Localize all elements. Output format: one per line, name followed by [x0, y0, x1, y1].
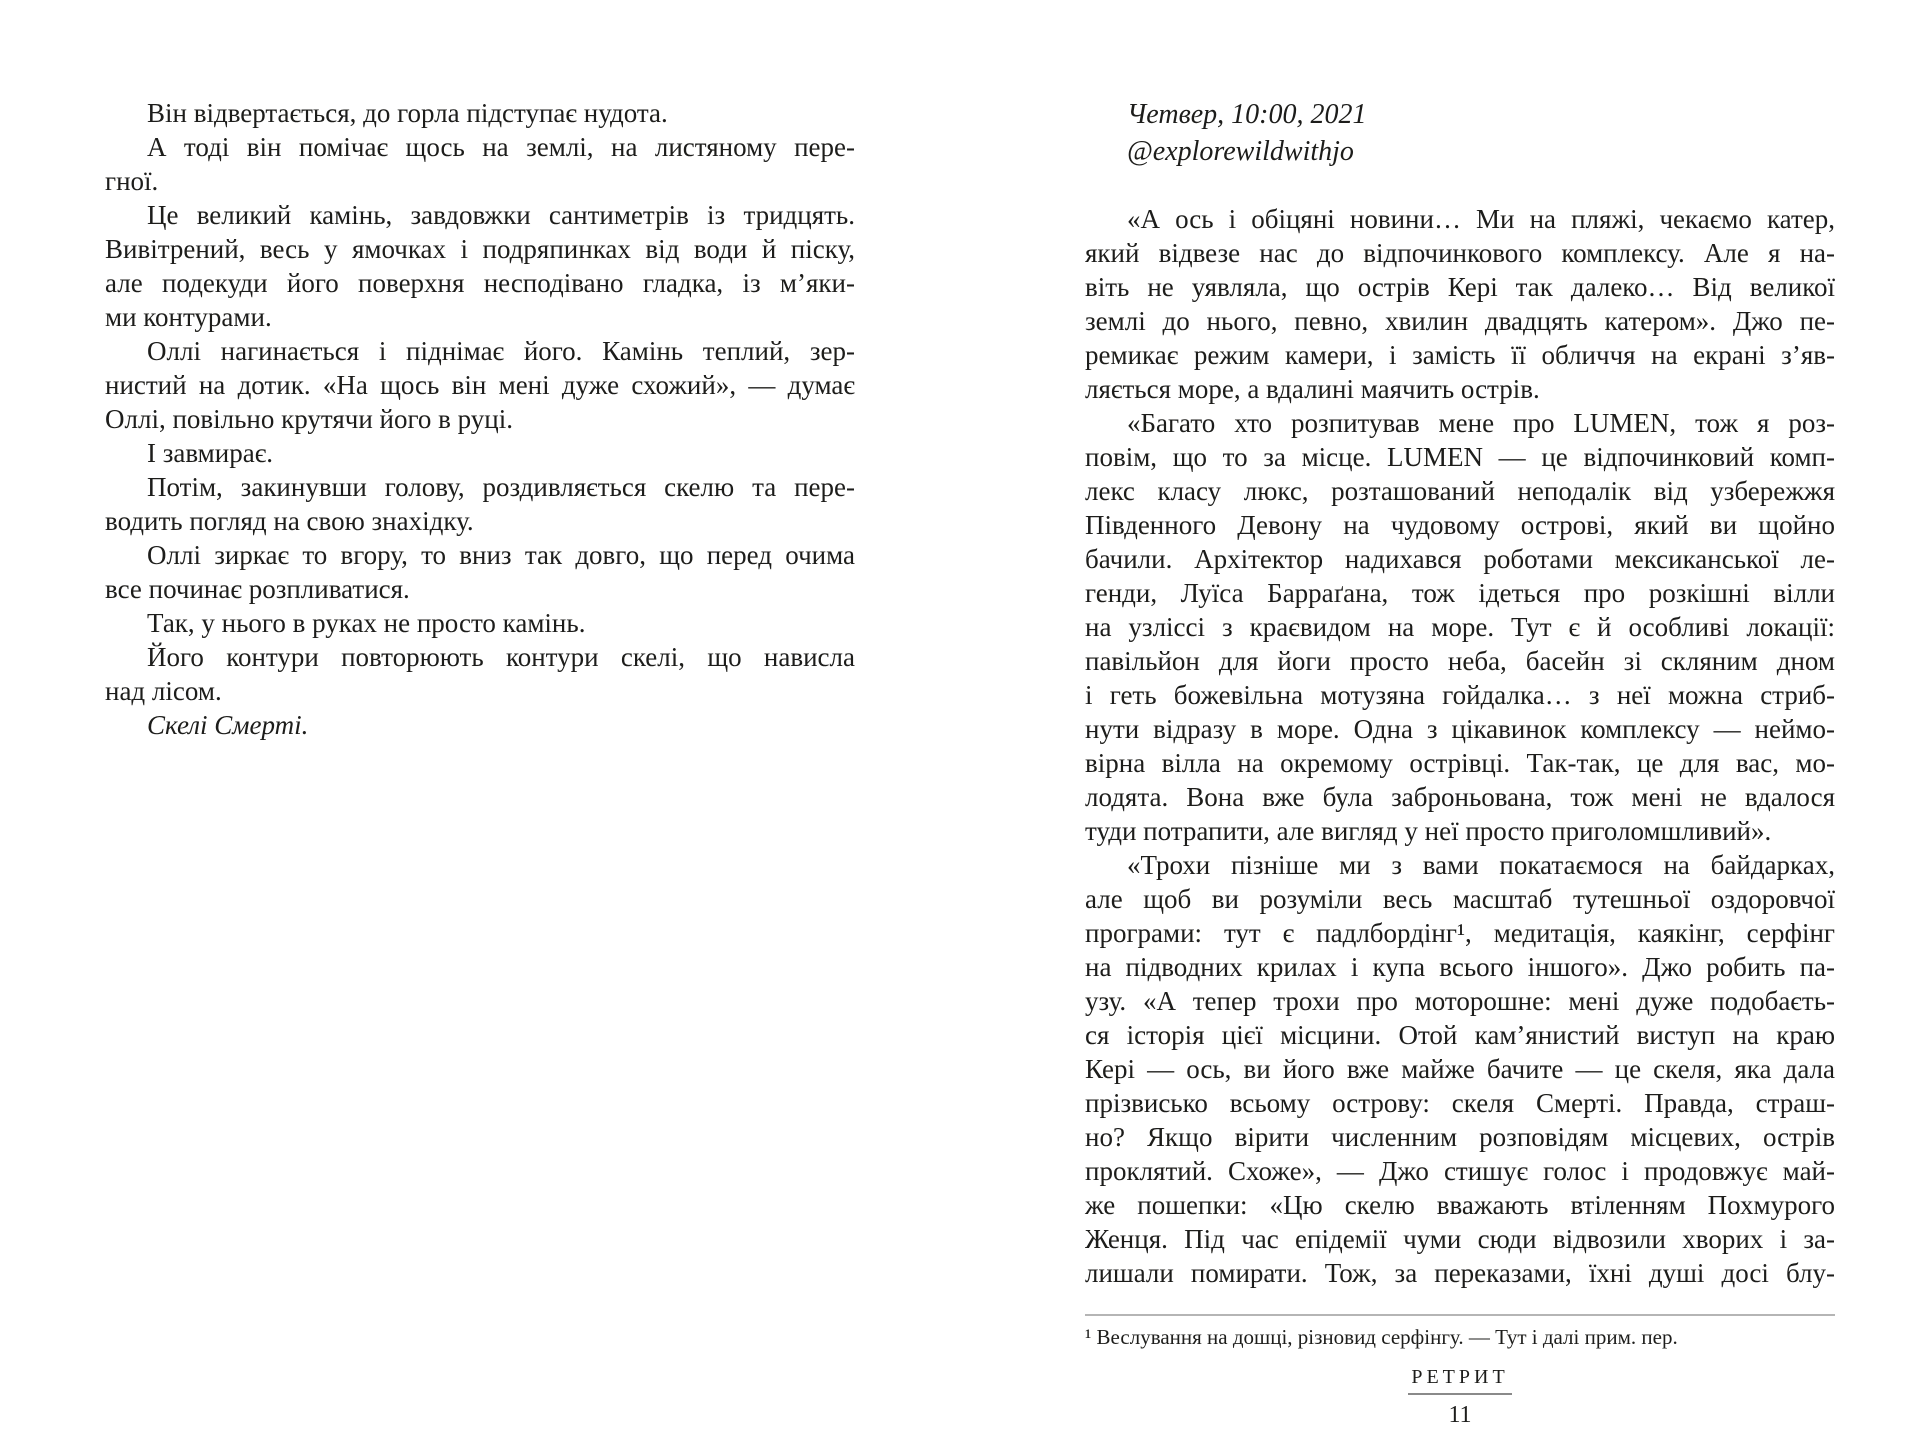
- text-line: проклятий. Схоже», — Джо стишує голос і продовжує май-: [1085, 1156, 1835, 1186]
- text-line: Потім, закинувши голову, роздивляється скелю та пере-: [147, 472, 855, 502]
- text-line: землі до нього, певно, хвилин двадцять катером». Джо пе-: [1085, 306, 1835, 336]
- text-line: «А ось і обіцяні новини… Ми на пляжі, чекаємо катер,: [1127, 204, 1835, 234]
- text-line: лодята. Вона вже була заброньована, тож мені не вдалося: [1085, 782, 1835, 812]
- text-line: І завмирає.: [147, 438, 274, 468]
- text-line: але щоб ви розуміли весь масштаб тутешньої оздоровчої: [1085, 884, 1835, 914]
- text-line: Це великий камінь, завдовжки сантиметрів із тридцять.: [147, 200, 855, 230]
- vlog-date: Четвер, 10:00, 2021: [1127, 99, 1367, 130]
- text-line: програми: тут є падлбордінг¹, медитація, каякінг, серфінг: [1085, 918, 1835, 948]
- paragraph: [1085, 406, 1835, 848]
- text-line: же пошепки: «Цю скелю вважають втіленням Похмурого: [1085, 1190, 1835, 1220]
- paragraph: [105, 436, 855, 470]
- text-line: повім, що то за місце. LUMEN — це відпочинковий комп-: [1085, 442, 1835, 472]
- text-line: на підводних крилах і купа всього іншого». Джо робить па-: [1085, 952, 1835, 982]
- text-line: лекс класу люкс, розташований неподалік від узбережжя: [1085, 476, 1835, 506]
- text-line: Скелі Смерті.: [147, 710, 309, 740]
- text-line: на узліссі з краєвидом на море. Тут є й особливі локації:: [1085, 612, 1835, 642]
- text-line: Вивітрений, весь у ямочках і подряпинках від води й піску,: [105, 234, 855, 264]
- paragraph: [105, 96, 855, 130]
- text-line: но? Якщо вірити численним розповідям місцевих, острів: [1085, 1122, 1835, 1152]
- paragraph: [105, 334, 855, 436]
- text-line: ся історія цієї місцини. Отой кам’янистий виступ на краю: [1085, 1020, 1835, 1050]
- text-line: А тоді він помічає щось на землі, на листяному пере-: [147, 132, 855, 162]
- text-line: ремикає режим камери, і замість її обличчя на екрані з’яв-: [1085, 340, 1835, 370]
- vlog-handle: @explorewildwithjo: [1127, 136, 1354, 167]
- text-line: Оллі зиркає то вгору, то вниз так довго, що перед очима: [147, 540, 855, 570]
- text-line: Оллі нагинається і піднімає його. Камінь теплий, зер-: [147, 336, 855, 366]
- page-footer: [1085, 1366, 1835, 1429]
- text-line: нути відразу в море. Одна з цікавинок комплексу — неймо-: [1085, 714, 1835, 744]
- text-line: бачили. Архітектор надихався роботами мексиканської ле-: [1085, 544, 1835, 574]
- text-line: Він відвертається, до горла підступає нудота.: [147, 98, 668, 128]
- text-line: який відвезе нас до відпочинкового комплексу. Але я на-: [1085, 238, 1835, 268]
- text-line: все починає розпливатися.: [105, 574, 410, 604]
- paragraph: [105, 640, 855, 708]
- text-line: узу. «А тепер трохи про моторошне: мені дуже подобаєть-: [1085, 986, 1835, 1016]
- text-line: павільйон для йоги просто неба, басейн зі скляним дном: [1085, 646, 1835, 676]
- left-page-text: [105, 96, 855, 742]
- text-line: і геть божевільна мотузяна гойдалка… з неї можна стриб-: [1085, 680, 1835, 710]
- text-line: «Трохи пізніше ми з вами покатаємося на байдарках,: [1127, 850, 1835, 880]
- text-line: водить погляд на свою знахідку.: [105, 506, 474, 536]
- text-line: Так, у нього в руках не просто камінь.: [147, 608, 586, 638]
- text-line: гної.: [105, 166, 159, 196]
- text-line: віть не уявляла, що острів Кері так далеко… Від великої: [1085, 272, 1835, 302]
- paragraph: [105, 470, 855, 538]
- paragraph: [1085, 848, 1835, 1290]
- text-line: «Багато хто розпитував мене про LUMEN, тож я роз-: [1127, 408, 1835, 438]
- footnote-block: [1085, 1314, 1835, 1350]
- paragraph: [105, 130, 855, 198]
- right-page: [1085, 96, 1835, 1290]
- paragraph: [1085, 202, 1835, 406]
- footnote-text: ¹ Веслування на дошці, різновид серфінгу. — Тут і далі прим. пер.: [1085, 1325, 1678, 1349]
- text-line: вірна вілла на окремому острівці. Так-так, це для вас, мо-: [1085, 748, 1835, 778]
- footnote-rule: [1085, 1314, 1835, 1316]
- text-line: генди, Луїса Барраґана, тож ідеться про розкішні вілли: [1085, 578, 1835, 608]
- text-line: але подекуди його поверхня несподівано гладка, із м’яки-: [105, 268, 855, 298]
- text-line: Його контури повторюють контури скелі, що нависла: [147, 642, 855, 672]
- page-number: 11: [1448, 1402, 1472, 1428]
- right-page-text: [1085, 202, 1835, 1290]
- text-line: ляється море, а вдалині маячить острів.: [1085, 374, 1540, 404]
- paragraph: [105, 606, 855, 640]
- paragraph: [105, 198, 855, 334]
- text-line: над лісом.: [105, 676, 222, 706]
- paragraph: [105, 538, 855, 606]
- text-line: Женця. Під час епідемії чуми сюди відвозили хворих і за-: [1085, 1224, 1835, 1254]
- text-line: лишали помирати. Тож, за переказами, їхні душі досі блу-: [1085, 1258, 1835, 1288]
- paragraph: [105, 708, 855, 742]
- text-line: Південного Девону на чудовому острові, який ви щойно: [1085, 510, 1835, 540]
- text-line: Оллі, повільно крутячи його в руці.: [105, 404, 513, 434]
- text-line: нистий на дотик. «На щось він мені дуже схожий», — думає: [105, 370, 855, 400]
- text-line: туди потрапити, але вигляд у неї просто приголомшливий».: [1085, 816, 1772, 846]
- text-line: Кері — ось, ви його вже майже бачите — це скеля, яка дала: [1085, 1054, 1835, 1084]
- vlog-header: [1085, 96, 1835, 170]
- running-title: РЕТРИТ: [1408, 1366, 1511, 1395]
- text-line: ми контурами.: [105, 302, 272, 332]
- text-line: прізвисько всьому острову: скеля Смерті. Правда, страш-: [1085, 1088, 1835, 1118]
